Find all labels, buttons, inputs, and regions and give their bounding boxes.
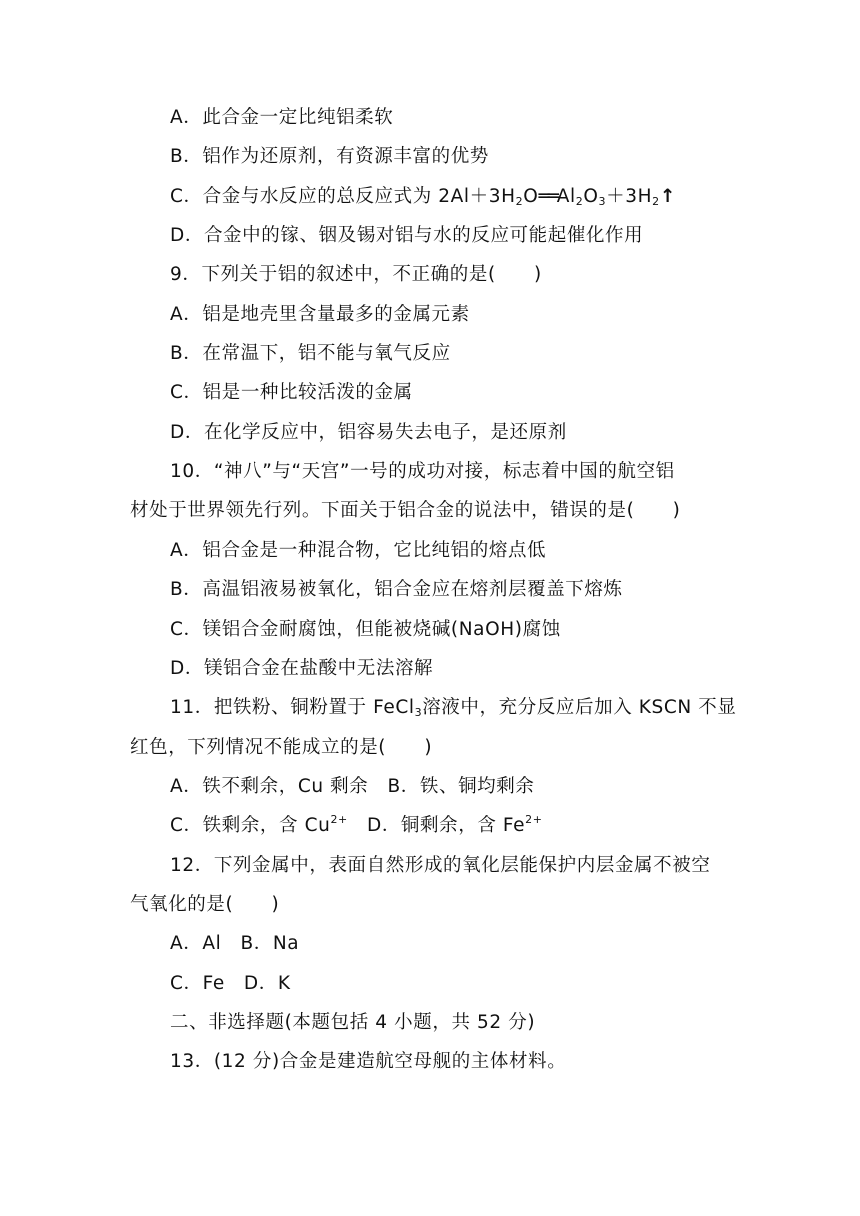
q8-option-c: C．合金与水反应的总反应式为 $2Al+3H_2O══Al_2O_3+3H_2↑$: [170, 186, 676, 208]
q10-option-c: C．镁铝合金耐腐蚀，但能被烧碱(NaOH)腐蚀: [170, 619, 561, 640]
q8-option-b: B．铝作为还原剂，有资源丰富的优势: [170, 146, 489, 167]
q9-stem: 9．下列关于铝的叙述中，不正确的是( ): [170, 264, 542, 285]
q9-option-a: A．铝是地壳里含量最多的金属元素: [170, 304, 470, 325]
q8-option-d: D．合金中的镓、铟及锡对铝与水的反应可能起催化作用: [170, 225, 644, 246]
q11-options-cd: C．铁剩余，含 $Cu^{2+}$ D．铜剩余，含 $Fe^{2+}$: [170, 813, 543, 836]
q13-stem: 13．(12 分)合金是建造航空母舰的主体材料。: [170, 1051, 567, 1072]
q10-stem-line1: 10．“神八”与“天宫”一号的成功对接，标志着中国的航空铝: [170, 461, 675, 482]
q10-option-d: D．镁铝合金在盐酸中无法溶解: [170, 658, 434, 679]
q9-option-c: C．铝是一种比较活泼的金属: [170, 382, 413, 403]
up-arrow-icon: ↑: [659, 186, 676, 207]
q8-option-a: A．此合金一定比纯铝柔软: [170, 107, 394, 128]
q11-stem-line2: 红色，下列情况不能成立的是( ): [130, 737, 433, 758]
q9-option-b: B．在常温下，铝不能与氧气反应: [170, 343, 451, 364]
q12-stem-line2: 气氧化的是( ): [130, 894, 280, 915]
q12-options-ab: A．Al B．Na: [170, 933, 300, 954]
q12-options-cd: C．Fe D．K: [170, 973, 291, 994]
q11-stem-line1: 11．把铁粉、铜粉置于 FeCl$_3$溶液中，充分反应后加入 KSCN 不显: [170, 697, 737, 719]
q11-options-ab: A．铁不剩余，Cu 剩余 B．铁、铜均剩余: [170, 776, 535, 797]
q9-option-d: D．在化学反应中，铝容易失去电子，是还原剂: [170, 422, 567, 443]
q10-stem-line2: 材处于世界领先行列。下面关于铝合金的说法中，错误的是( ): [130, 500, 681, 521]
q12-stem-line1: 12．下列金属中，表面自然形成的氧化层能保护内层金属不被空: [170, 855, 711, 876]
section-heading: 二、非选择题(本题包括 4 小题，共 52 分): [170, 1012, 536, 1033]
q10-option-a: A．铝合金是一种混合物，它比纯铝的熔点低: [170, 540, 547, 561]
q10-option-b: B．高温铝液易被氧化，铝合金应在熔剂层覆盖下熔炼: [170, 579, 623, 600]
